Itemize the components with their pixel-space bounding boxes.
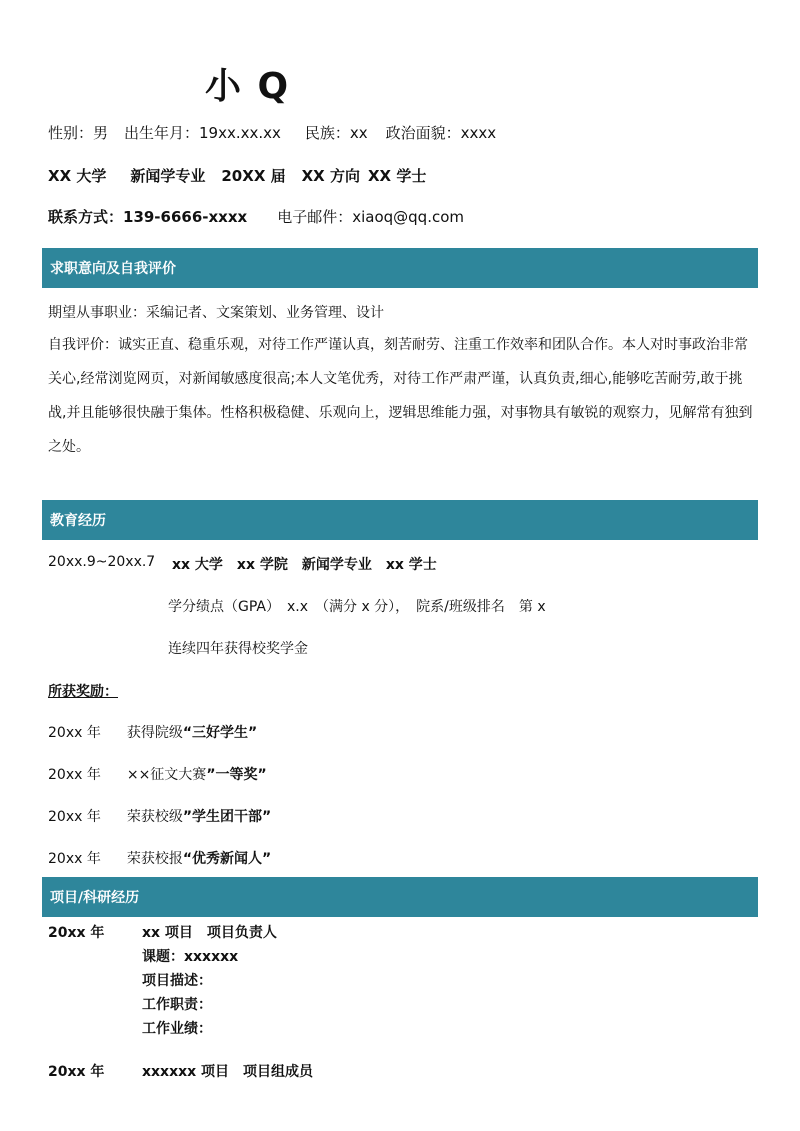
gpa-rank: 学分绩点（GPA） x.x （满分 x 分）， 院系/班级排名 第 x (168, 599, 546, 615)
award-title: “三好学生” (182, 725, 258, 741)
education-period: 20xx.9~20xx.7 (48, 554, 156, 570)
scholarship: 连续四年获得校奖学金 (168, 641, 308, 657)
project-topic: 课题：xxxxxx (142, 949, 239, 965)
resume-name: 小 Q (205, 66, 291, 107)
award-title: ”学生团干部” (182, 809, 272, 825)
political-status: 政治面貌：xxxx (385, 124, 497, 142)
section-header-intent: 求职意向及自我评价 (42, 248, 758, 288)
graduation-class: 20XX 届 (221, 167, 286, 185)
project-duties: 工作职责： (142, 997, 212, 1013)
award-prefix: 获得院级 (126, 725, 183, 741)
award-title: ”一等奖” (206, 767, 267, 783)
birth-date: 出生年月：19xx.xx.xx (124, 124, 281, 142)
awards-heading: 所获奖励： (48, 684, 118, 700)
contact-row (48, 206, 464, 227)
gender: 性别：男 (48, 124, 109, 142)
expected-position: 期望从事职业：采编记者、文案策划、业务管理、设计 (48, 305, 384, 321)
award-year: 20xx 年 (48, 809, 101, 825)
project-heading: xxxxxx 项目 项目组成员 (142, 1064, 314, 1080)
award-year: 20xx 年 (48, 851, 101, 867)
award-prefix: 荣获校级 (126, 809, 183, 825)
direction: XX 方向 (301, 167, 360, 185)
education-detail: xx 大学 xx 学院 新闻学专业 xx 学士 (172, 557, 437, 573)
basic-info-row (48, 122, 496, 143)
degree: XX 学士 (367, 167, 427, 185)
award-prefix: ××征文大赛 (126, 767, 207, 783)
award-year: 20xx 年 (48, 725, 101, 741)
project-heading: xx 项目 项目负责人 (142, 925, 277, 941)
education-summary-row (48, 165, 426, 186)
project-description: 项目描述： (142, 973, 212, 989)
section-header-education: 教育经历 (42, 500, 758, 540)
award-prefix: 荣获校报 (126, 851, 183, 867)
university: XX 大学 (48, 167, 107, 185)
email: 电子邮件：xiaoq@qq.com (277, 208, 465, 226)
self-evaluation: 自我评价：诚实正直、稳重乐观，对待工作严谨认真，刻苦耐劳、注重工作效率和团队合作。本人对时事政治非常关心,经常浏览网页，对新闻敏感度很高;本人文笔优秀，对待工作严肃严谨，认真负责,细心,能够吃苦耐劳,敢于挑战,并且能够很快融于集体。性格积极稳健、乐观向上，逻辑思维能力强，对事物具有敏锐的观察力，见解常有独到之处。 (48, 337, 753, 455)
phone: 联系方式：139-6666-xxxx (48, 208, 248, 226)
award-item (48, 764, 267, 784)
award-item (48, 848, 271, 868)
award-item (48, 722, 257, 742)
project-year: 20xx 年 (48, 1064, 105, 1080)
award-item (48, 806, 271, 826)
award-title: “优秀新闻人” (182, 851, 272, 867)
award-year: 20xx 年 (48, 767, 101, 783)
ethnicity: 民族：xx (304, 124, 368, 142)
section-header-projects: 项目/科研经历 (42, 877, 758, 917)
project-results: 工作业绩： (142, 1021, 212, 1037)
project-year: 20xx 年 (48, 925, 105, 941)
major: 新闻学专业 (130, 167, 206, 185)
